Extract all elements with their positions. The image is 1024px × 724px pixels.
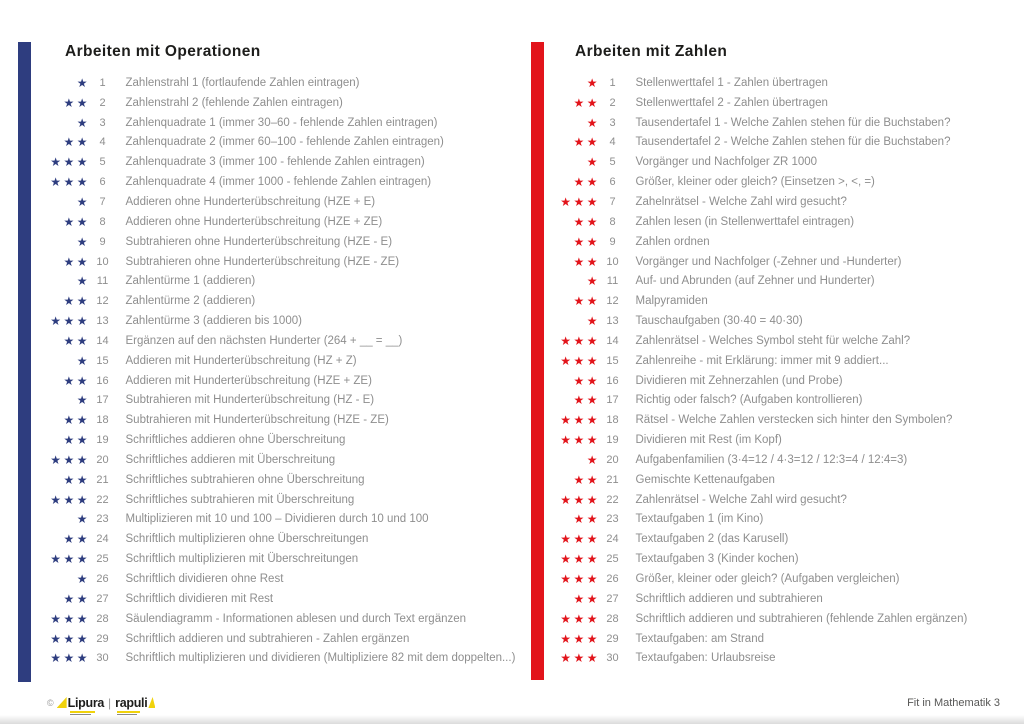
difficulty-stars: ★★★ [50, 631, 90, 646]
list-item [48, 450, 523, 470]
item-label: Subtrahieren ohne Hunderterübschreitung (HZE - E) [125, 235, 393, 248]
item-number: 9 [609, 235, 616, 248]
list-item [558, 430, 1020, 450]
item-label: Auf- und Abrunden (auf Zehner und Hunderter) [635, 275, 875, 288]
item-label: Zahlenrätsel - Welches Symbol steht für welche Zahl? [635, 334, 911, 347]
item-label: Zahlenquadrate 1 (immer 30–60 - fehlende Zahlen eintragen) [125, 116, 438, 129]
list-item [558, 549, 1020, 569]
list-item [558, 351, 1020, 371]
item-number: 4 [609, 136, 616, 149]
section-title-operations: Arbeiten mit Operationen [65, 43, 261, 60]
item-number: 27 [96, 592, 109, 605]
list-item [48, 410, 523, 430]
list-item [558, 629, 1020, 649]
difficulty-stars: ★★ [63, 591, 90, 606]
item-number: 11 [96, 275, 109, 288]
difficulty-stars: ★★★ [560, 651, 600, 666]
item-label: Schriftlich dividieren mit Rest [125, 592, 274, 605]
item-number: 23 [96, 513, 109, 526]
item-label: Schriftliches addieren mit Überschreitung [125, 453, 336, 466]
list-item [558, 291, 1020, 311]
difficulty-stars: ★ [586, 115, 600, 130]
difficulty-stars: ★★ [573, 214, 600, 229]
difficulty-stars: ★★ [573, 95, 600, 110]
difficulty-stars: ★ [76, 512, 90, 527]
item-number: 14 [96, 334, 109, 347]
difficulty-stars: ★★ [63, 135, 90, 150]
difficulty-stars: ★★ [573, 294, 600, 309]
item-label: Schriftlich dividieren ohne Rest [125, 573, 284, 586]
item-label: Gemischte Kettenaufgaben [635, 473, 775, 486]
item-label: Schriftliches subtrahieren ohne Überschreitung [125, 473, 365, 486]
difficulty-stars: ★★★ [50, 611, 90, 626]
difficulty-stars: ★★ [573, 472, 600, 487]
difficulty-stars: ★★ [63, 532, 90, 547]
item-number: 20 [96, 453, 109, 466]
item-label: Schriftlich addieren und subtrahieren (fehlende Zahlen ergänzen) [635, 612, 968, 625]
brand-left-text: Lipura [67, 695, 105, 710]
item-label: Dividieren mit Zehnerzahlen (und Probe) [635, 374, 843, 387]
list-item [558, 73, 1020, 93]
difficulty-stars: ★★★ [560, 492, 600, 507]
difficulty-stars: ★★ [573, 373, 600, 388]
difficulty-stars: ★ [586, 274, 600, 289]
list-item [558, 648, 1020, 668]
section-operations [48, 44, 523, 668]
item-number: 13 [606, 315, 619, 328]
item-label: Zahlen lesen (in Stellenwerttafel eintragen) [635, 215, 855, 228]
difficulty-stars: ★ [76, 353, 90, 368]
item-label: Dividieren mit Rest (im Kopf) [635, 434, 782, 447]
difficulty-stars: ★★ [573, 135, 600, 150]
list-item [558, 490, 1020, 510]
item-label: Multiplizieren mit 10 und 100 – Dividieren durch 10 und 100 [125, 513, 429, 526]
item-number: 8 [609, 215, 616, 228]
item-label: Zahlenquadrate 3 (immer 100 - fehlende Zahlen eintragen) [125, 156, 425, 169]
list-item [558, 311, 1020, 331]
difficulty-stars: ★★★ [560, 572, 600, 587]
list-item [48, 371, 523, 391]
item-label: Zahlentürme 1 (addieren) [125, 275, 256, 288]
list-item [48, 152, 523, 172]
item-label: Zahlenstrahl 1 (fortlaufende Zahlen eintragen) [125, 76, 360, 89]
item-number: 9 [99, 235, 106, 248]
difficulty-stars: ★★★ [560, 532, 600, 547]
item-number: 7 [99, 195, 106, 208]
difficulty-stars: ★★ [573, 393, 600, 408]
item-number: 1 [99, 76, 106, 89]
list-item [48, 351, 523, 371]
difficulty-stars: ★★★ [560, 413, 600, 428]
list-item [48, 331, 523, 351]
list-item [558, 152, 1020, 172]
item-number: 7 [609, 195, 616, 208]
list-item [48, 549, 523, 569]
section-title-numbers: Arbeiten mit Zahlen [575, 43, 728, 60]
item-label: Größer, kleiner oder gleich? (Aufgaben vergleichen) [635, 573, 900, 586]
list-item [48, 589, 523, 609]
difficulty-stars: ★★★ [560, 194, 600, 209]
difficulty-stars: ★★★ [560, 353, 600, 368]
item-number: 26 [606, 573, 619, 586]
difficulty-stars: ★ [76, 572, 90, 587]
list-item [48, 391, 523, 411]
difficulty-stars: ★★★ [50, 452, 90, 467]
list-item [558, 93, 1020, 113]
list-item [558, 271, 1020, 291]
list-item [48, 470, 523, 490]
item-label: Zahelnrätsel - Welche Zahl wird gesucht? [635, 195, 847, 208]
list-item [558, 589, 1020, 609]
list-item [48, 271, 523, 291]
difficulty-stars: ★★ [63, 413, 90, 428]
list-item [558, 529, 1020, 549]
item-label: Richtig oder falsch? (Aufgaben kontrollieren) [635, 394, 863, 407]
item-number: 19 [606, 434, 619, 447]
list-item [48, 569, 523, 589]
page-bottom-shadow [0, 715, 1024, 724]
item-number: 13 [96, 315, 109, 328]
item-number: 11 [606, 275, 619, 288]
item-number: 8 [99, 215, 106, 228]
item-label: Textaufgaben: Urlaubsreise [635, 652, 776, 665]
left-section-accent-bar [18, 42, 31, 682]
item-label: Subtrahieren ohne Hunderterübschreitung (HZE - ZE) [125, 255, 400, 268]
item-number: 3 [609, 116, 616, 129]
item-number: 29 [96, 632, 109, 645]
list-item [48, 529, 523, 549]
item-number: 16 [606, 374, 619, 387]
brand-name-right [115, 696, 147, 710]
item-number: 24 [96, 533, 109, 546]
difficulty-stars: ★★ [63, 214, 90, 229]
item-label: Stellenwerttafel 2 - Zahlen übertragen [635, 96, 828, 109]
list-item [48, 510, 523, 530]
numbers-list [558, 73, 1020, 668]
item-label: Ergänzen auf den nächsten Hunderter (264 + __ = __) [125, 334, 403, 347]
difficulty-stars: ★★★ [50, 314, 90, 329]
item-number: 2 [99, 96, 106, 109]
list-item [48, 490, 523, 510]
item-label: Malpyramiden [635, 295, 708, 308]
item-label: Textaufgaben 2 (das Karusell) [635, 533, 789, 546]
list-item [558, 133, 1020, 153]
item-number: 5 [99, 156, 106, 169]
difficulty-stars: ★ [586, 75, 600, 90]
list-item [48, 232, 523, 252]
item-label: Zahlen ordnen [635, 235, 710, 248]
difficulty-stars: ★★★ [560, 333, 600, 348]
list-item [48, 430, 523, 450]
item-number: 12 [96, 295, 109, 308]
item-number: 10 [606, 255, 619, 268]
list-item [48, 291, 523, 311]
list-item [48, 311, 523, 331]
list-item [48, 172, 523, 192]
item-number: 3 [99, 116, 106, 129]
item-label: Zahlentürme 3 (addieren bis 1000) [125, 315, 302, 328]
difficulty-stars: ★ [76, 393, 90, 408]
difficulty-stars: ★★ [63, 373, 90, 388]
item-number: 20 [606, 453, 619, 466]
item-label: Tauschaufgaben (30·40 = 40·30) [635, 315, 803, 328]
item-label: Subtrahieren mit Hunderterübschreitung (HZE - ZE) [125, 414, 389, 427]
item-label: Addieren mit Hunderterübschreitung (HZ + Z) [125, 354, 357, 367]
logo-flame-icon [148, 697, 155, 708]
list-item [48, 113, 523, 133]
item-label: Tausendertafel 1 - Welche Zahlen stehen für die Buchstaben? [635, 116, 951, 129]
list-item [558, 391, 1020, 411]
item-label: Schriftlich addieren und subtrahieren - Zahlen ergänzen [125, 632, 410, 645]
item-number: 21 [606, 473, 619, 486]
list-item [558, 510, 1020, 530]
item-number: 28 [96, 612, 109, 625]
item-number: 29 [606, 632, 619, 645]
list-item [558, 371, 1020, 391]
brand-left-underline [70, 711, 95, 713]
item-label: Größer, kleiner oder gleich? (Einsetzen >, <, =) [635, 176, 875, 189]
item-label: Zahlenstrahl 2 (fehlende Zahlen eintragen) [125, 96, 343, 109]
list-item [558, 232, 1020, 252]
brand-right-text: rapuli [115, 695, 148, 710]
item-number: 14 [606, 334, 619, 347]
list-item [558, 470, 1020, 490]
item-number: 17 [606, 394, 619, 407]
difficulty-stars: ★★★ [560, 611, 600, 626]
item-number: 6 [99, 176, 106, 189]
item-label: Tausendertafel 2 - Welche Zahlen stehen für die Buchstaben? [635, 136, 951, 149]
item-number: 6 [609, 176, 616, 189]
item-label: Schriftlich multiplizieren ohne Überschreitungen [125, 533, 369, 546]
list-item [48, 648, 523, 668]
list-item [558, 212, 1020, 232]
item-number: 23 [606, 513, 619, 526]
list-item [48, 609, 523, 629]
item-label: Textaufgaben: am Strand [635, 632, 764, 645]
item-label: Zahlenquadrate 4 (immer 1000 - fehlende Zahlen eintragen) [125, 176, 432, 189]
item-number: 22 [96, 493, 109, 506]
publisher-logo [47, 694, 155, 711]
item-label: Zahlenquadrate 2 (immer 60–100 - fehlende Zahlen eintragen) [125, 136, 444, 149]
item-number: 25 [606, 553, 619, 566]
item-label: Stellenwerttafel 1 - Zahlen übertragen [635, 76, 828, 89]
difficulty-stars: ★★★ [50, 492, 90, 507]
item-number: 25 [96, 553, 109, 566]
item-number: 27 [606, 592, 619, 605]
difficulty-stars: ★★★ [50, 552, 90, 567]
difficulty-stars: ★ [76, 75, 90, 90]
item-number: 22 [606, 493, 619, 506]
item-number: 2 [609, 96, 616, 109]
item-label: Rätsel - Welche Zahlen verstecken sich hinter den Symbolen? [635, 414, 953, 427]
item-number: 15 [96, 354, 109, 367]
difficulty-stars: ★★ [573, 175, 600, 190]
list-item [48, 629, 523, 649]
difficulty-stars: ★ [586, 452, 600, 467]
item-number: 24 [606, 533, 619, 546]
list-item [48, 192, 523, 212]
list-item [48, 73, 523, 93]
item-number: 28 [606, 612, 619, 625]
item-label: Schriftlich multiplizieren und dividieren (Multipliziere 82 mit dem doppelten...) [125, 652, 516, 665]
item-number: 30 [606, 652, 619, 665]
item-number: 26 [96, 573, 109, 586]
list-item [558, 113, 1020, 133]
difficulty-stars: ★ [76, 274, 90, 289]
item-label: Addieren ohne Hunderterübschreitung (HZE + E) [125, 195, 376, 208]
difficulty-stars: ★ [586, 155, 600, 170]
brand-name-left [68, 696, 104, 710]
difficulty-stars: ★★★ [50, 175, 90, 190]
list-item [558, 410, 1020, 430]
difficulty-stars: ★★ [63, 254, 90, 269]
difficulty-stars: ★★ [573, 234, 600, 249]
item-label: Zahlentürme 2 (addieren) [125, 295, 256, 308]
list-item [558, 252, 1020, 272]
difficulty-stars: ★★★ [560, 433, 600, 448]
difficulty-stars: ★★★ [560, 631, 600, 646]
item-label: Schriftliches addieren ohne Überschreitung [125, 434, 346, 447]
difficulty-stars: ★★ [573, 591, 600, 606]
list-item [48, 133, 523, 153]
difficulty-stars: ★ [76, 234, 90, 249]
item-label: Textaufgaben 3 (Kinder kochen) [635, 553, 799, 566]
difficulty-stars: ★★★ [50, 651, 90, 666]
item-number: 19 [96, 434, 109, 447]
item-label: Aufgabenfamilien (3·4=12 / 4·3=12 / 12:3=4 / 12:4=3) [635, 453, 908, 466]
item-number: 18 [96, 414, 109, 427]
difficulty-stars: ★★ [63, 333, 90, 348]
list-item [558, 569, 1020, 589]
item-label: Schriftlich multiplizieren mit Überschreitungen [125, 553, 359, 566]
list-item [558, 331, 1020, 351]
list-item [558, 172, 1020, 192]
item-label: Vorgänger und Nachfolger (-Zehner und -Hunderter) [635, 255, 902, 268]
difficulty-stars: ★★ [573, 254, 600, 269]
difficulty-stars: ★★ [63, 472, 90, 487]
difficulty-stars: ★★ [573, 512, 600, 527]
list-item [48, 212, 523, 232]
item-number: 12 [606, 295, 619, 308]
difficulty-stars: ★★ [63, 294, 90, 309]
section-numbers [558, 44, 1020, 668]
difficulty-stars: ★ [76, 115, 90, 130]
item-label: Zahlenrätsel - Welche Zahl wird gesucht? [635, 493, 847, 506]
list-item [48, 93, 523, 113]
item-label: Addieren mit Hunderterübschreitung (HZE + ZE) [125, 374, 372, 387]
difficulty-stars: ★★★ [560, 552, 600, 567]
brand-right-underline [117, 711, 140, 713]
item-number: 10 [96, 255, 109, 268]
difficulty-stars: ★ [586, 314, 600, 329]
copyright-symbol: © [47, 697, 54, 708]
difficulty-stars: ★ [76, 194, 90, 209]
item-label: Zahlenreihe - mit Erklärung: immer mit 9 addiert... [635, 354, 889, 367]
list-item [558, 192, 1020, 212]
list-item [558, 450, 1020, 470]
difficulty-stars: ★★ [63, 95, 90, 110]
item-label: Subtrahieren mit Hunderterübschreitung (HZ - E) [125, 394, 375, 407]
item-number: 1 [609, 76, 616, 89]
item-number: 21 [96, 473, 109, 486]
item-label: Vorgänger und Nachfolger ZR 1000 [635, 156, 818, 169]
list-item [558, 609, 1020, 629]
difficulty-stars: ★★★ [50, 155, 90, 170]
item-number: 17 [96, 394, 109, 407]
item-number: 18 [606, 414, 619, 427]
item-number: 5 [609, 156, 616, 169]
booklet-title: Fit in Mathematik 3 [907, 697, 1000, 709]
right-section-accent-bar [531, 42, 544, 680]
item-number: 30 [96, 652, 109, 665]
item-label: Schriftliches subtrahieren mit Überschreitung [125, 493, 355, 506]
item-label: Säulendiagramm - Informationen ablesen und durch Text ergänzen [125, 612, 467, 625]
item-label: Textaufgaben 1 (im Kino) [635, 513, 764, 526]
item-label: Schriftlich addieren und subtrahieren [635, 592, 823, 605]
item-label: Addieren ohne Hunderterübschreitung (HZE + ZE) [125, 215, 383, 228]
logo-triangle-icon [57, 697, 67, 708]
item-number: 16 [96, 374, 109, 387]
list-item [48, 252, 523, 272]
brand-divider: | [108, 695, 112, 710]
difficulty-stars: ★★ [63, 433, 90, 448]
operations-list [48, 73, 523, 668]
item-number: 4 [99, 136, 106, 149]
item-number: 15 [606, 354, 619, 367]
